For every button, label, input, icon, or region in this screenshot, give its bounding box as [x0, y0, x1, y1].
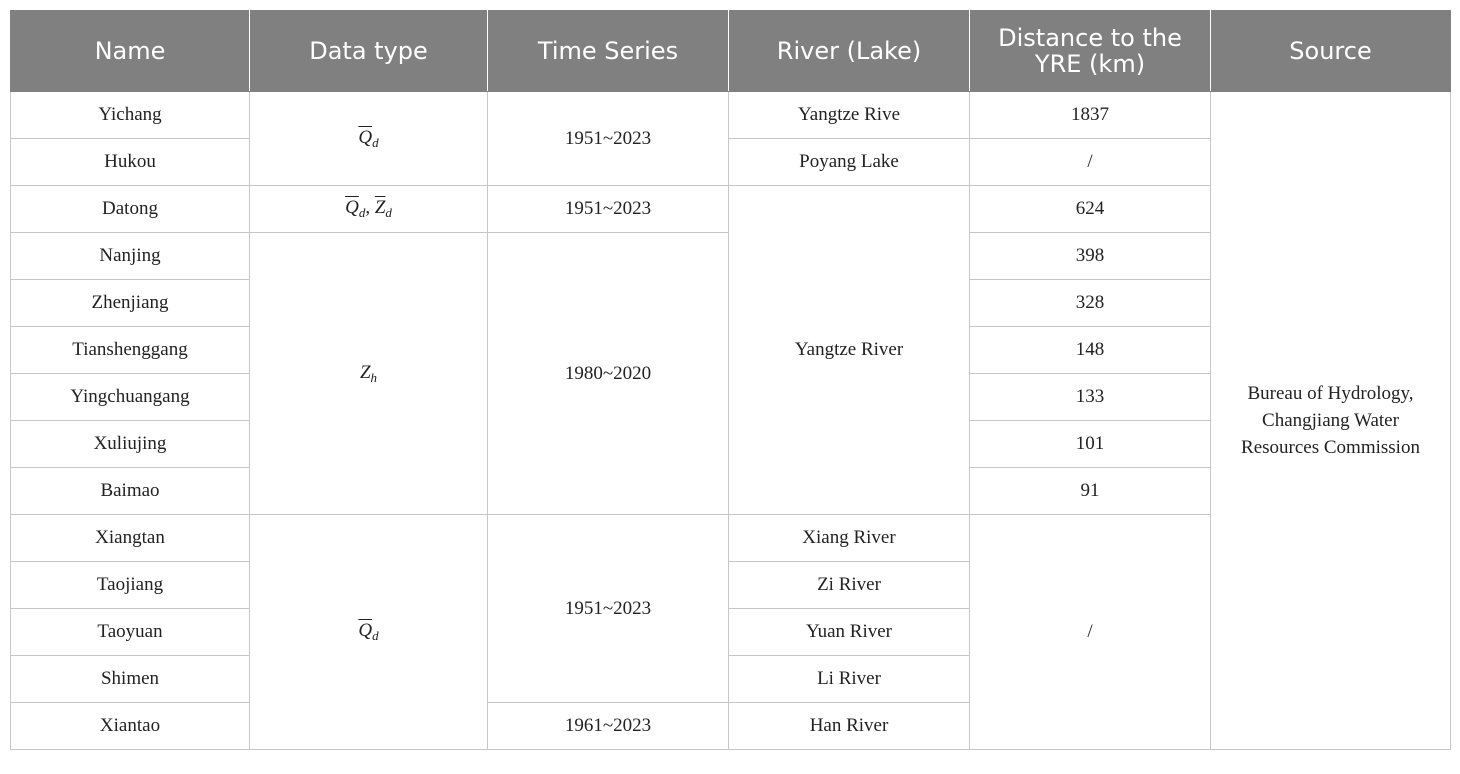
station-name: Zhenjiang — [11, 280, 250, 327]
distance-cell: 91 — [970, 468, 1211, 515]
daily-discharge-symbol: $\overline{Q}_d$ — [358, 620, 379, 643]
data-type-cell — [250, 233, 488, 515]
data-type-cell — [250, 515, 488, 750]
table-row — [11, 92, 1451, 139]
daily-discharge-symbol: $\overline{Q}_d$ — [345, 197, 366, 220]
time-series-cell: 1951~2023 — [488, 92, 729, 186]
hourly-water-level-symbol: $Z_h$ — [359, 361, 378, 385]
distance-cell: 101 — [970, 421, 1211, 468]
distance-cell: / — [970, 515, 1211, 750]
distance-cell: 624 — [970, 186, 1211, 233]
data-type-cell — [250, 186, 488, 233]
data-type-cell — [250, 92, 488, 186]
station-name: Shimen — [11, 656, 250, 703]
station-name: Xuliujing — [11, 421, 250, 468]
station-name: Xiangtan — [11, 515, 250, 562]
header-row — [11, 11, 1451, 92]
station-name: Taoyuan — [11, 609, 250, 656]
distance-cell: 133 — [970, 374, 1211, 421]
river-cell: Han River — [729, 703, 970, 750]
station-name: Yingchuangang — [11, 374, 250, 421]
station-name: Baimao — [11, 468, 250, 515]
station-name: Tianshenggang — [11, 327, 250, 374]
river-cell: Poyang Lake — [729, 139, 970, 186]
time-series-cell: 1961~2023 — [488, 703, 729, 750]
source-line: Changjiang Water — [1262, 410, 1399, 431]
header-name: Name — [11, 11, 250, 92]
river-cell: Li River — [729, 656, 970, 703]
header-river-lake: River (Lake) — [729, 11, 970, 92]
distance-cell: 398 — [970, 233, 1211, 280]
daily-water-level-symbol: $\overline{Z}_d$ — [374, 197, 392, 220]
distance-cell: 1837 — [970, 92, 1211, 139]
daily-discharge-symbol: $\overline{Q}_d$ — [358, 126, 379, 150]
source-cell — [1211, 92, 1451, 750]
source-line: Resources Commission — [1241, 437, 1420, 458]
river-cell: Xiang River — [729, 515, 970, 562]
header-time-series: Time Series — [488, 11, 729, 92]
station-name: Hukou — [11, 139, 250, 186]
river-cell: Yangtze Rive — [729, 92, 970, 139]
river-cell: Zi River — [729, 562, 970, 609]
river-cell: Yangtze River — [729, 186, 970, 515]
station-name: Xiantao — [11, 703, 250, 750]
symbol-separator: , — [365, 197, 375, 218]
distance-cell: 148 — [970, 327, 1211, 374]
time-series-cell: 1980~2020 — [488, 233, 729, 515]
station-name: Nanjing — [11, 233, 250, 280]
river-cell: Yuan River — [729, 609, 970, 656]
station-name: Datong — [11, 186, 250, 233]
header-distance: Distance to the YRE (km) — [970, 11, 1211, 92]
header-source: Source — [1211, 11, 1451, 92]
time-series-cell: 1951~2023 — [488, 515, 729, 703]
distance-cell: / — [970, 139, 1211, 186]
station-name: Taojiang — [11, 562, 250, 609]
distance-cell: 328 — [970, 280, 1211, 327]
header-data-type: Data type — [250, 11, 488, 92]
time-series-cell: 1951~2023 — [488, 186, 729, 233]
station-name: Yichang — [11, 92, 250, 139]
source-line: Bureau of Hydrology, — [1247, 383, 1414, 404]
hydrology-data-table — [10, 10, 1451, 750]
